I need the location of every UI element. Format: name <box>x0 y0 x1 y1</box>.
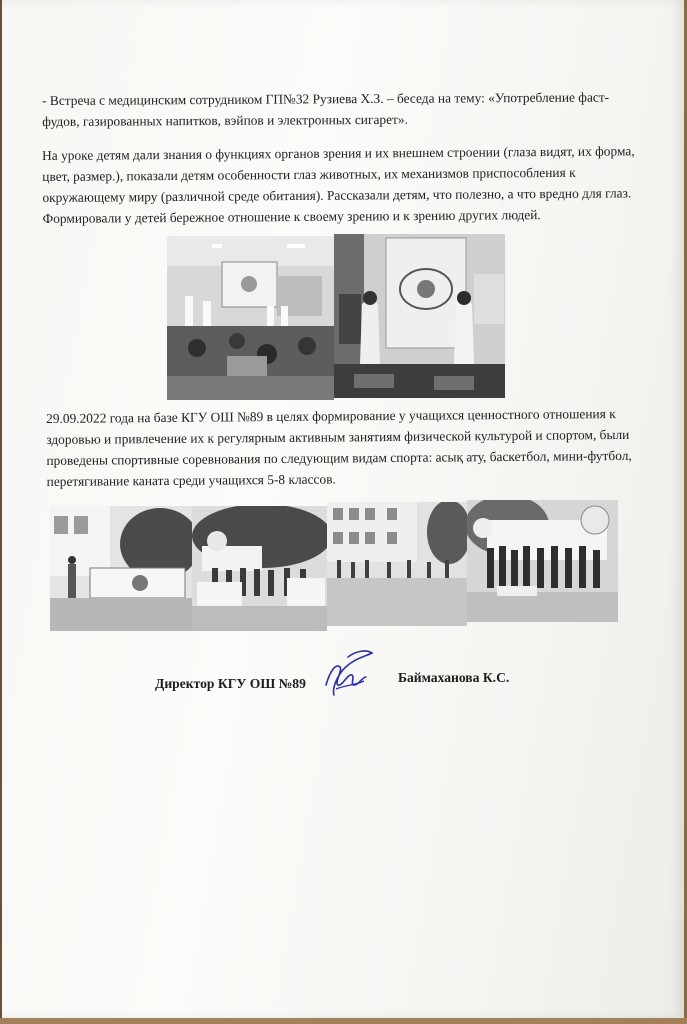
paragraph-meeting: - Встреча с медицинским сотрудником ГП№32 Рузиева Х.З. – беседа на тему: «Употребление фаст-фудов, газированных напитков, вэйпов и электронных сигарет». <box>42 89 610 129</box>
page-bottom-edge <box>0 1018 687 1024</box>
director-name: Баймаханова К.С. <box>398 670 510 685</box>
sports-photo-1 <box>50 506 192 631</box>
sports-photo-3 <box>327 502 467 626</box>
paragraph-lesson: На уроке детям дали знания о функциях органов зрения и их внешнем строении (глаза видят, их форма, цвет, размер.), показали детям особенности глаз животных, их механизмов приспособления к окружающему миру (различной среде обитания). Рассказали детям, что полезно, а что вредно для глаз. Формировали у детей бережное отношение к своему зрению и к зрению других людей. <box>42 143 635 226</box>
sports-photo-2 <box>192 506 327 631</box>
document-page <box>2 0 684 1018</box>
classroom-photo-2 <box>334 234 505 398</box>
classroom-photo-1 <box>167 236 334 400</box>
signature-icon <box>318 645 380 705</box>
director-title: Директор КГУ ОШ №89 <box>155 676 306 691</box>
paragraph-sports: 29.09.2022 года на базе КГУ ОШ №89 в целях формирование у учащихся ценностного отношения к здоровью и привлечение их к регулярным активным занятиям физической культурой и спортом, были проведены спортивные соревнования по следующим видам спорта: асық ату, баскетбол, мини-футбол, перетягивание каната среди учащихся 5-8 классов. <box>46 406 632 489</box>
sports-photo-4 <box>467 500 618 622</box>
